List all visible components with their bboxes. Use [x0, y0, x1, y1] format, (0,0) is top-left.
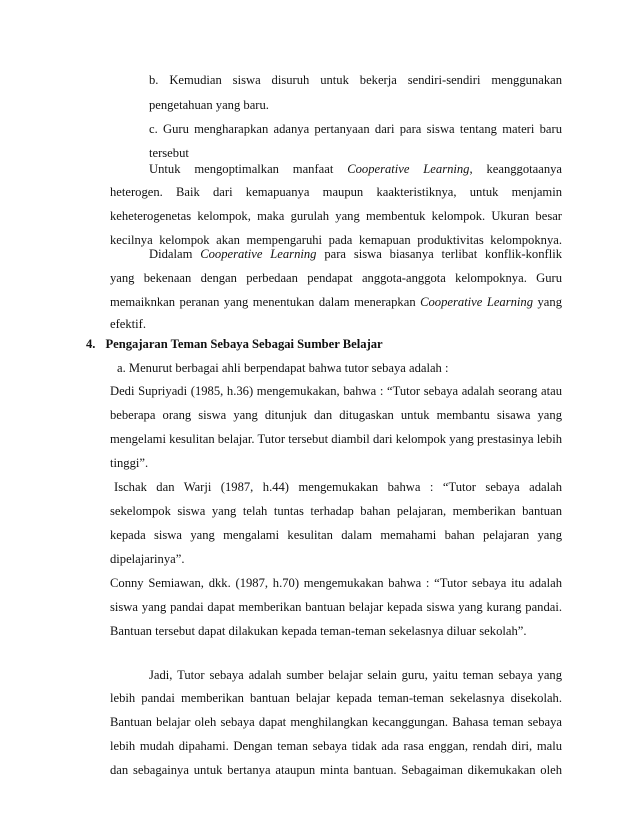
text-line: yang bekenaan dengan perbedaan pendapat anggota-anggota kelompoknya. Guru: [110, 271, 562, 285]
text-line: b. Kemudian siswa disuruh untuk bekerja sendiri-sendiri menggunakan: [149, 73, 562, 87]
text-line: memaiknkan peranan yang menentukan dalam menerapkan Cooperative Learning yang: [110, 295, 562, 309]
text-line: Didalam Cooperative Learning para siswa biasanya terlibat konflik-konflik: [149, 247, 562, 261]
text-line: c. Guru mengharapkan adanya pertanyaan dari para siswa tentang materi baru: [149, 122, 562, 136]
text-line: Dedi Supriyadi (1985, h.36) mengemukakan, bahwa : “Tutor sebaya adalah seorang atau: [110, 384, 562, 398]
text-line: Untuk mengoptimalkan manfaat Cooperative Learning, keanggotaanya: [149, 162, 562, 176]
text-line: keheterogenetas kelompok, maka gurulah yang membentuk kelompok. Ukuran besar: [110, 209, 562, 223]
text-line: Bantuan belajar oleh sebaya dapat menghilangkan kecanggungan. Bahasa teman sebaya: [110, 715, 562, 729]
text-line: mengelami kesulitan belajar. Tutor tersebut diambil dari kelompok yang prestasinya lebih: [110, 432, 562, 446]
section-number: 4.: [86, 337, 96, 351]
text-line: pengetahuan yang baru.: [149, 98, 269, 112]
text-line: tersebut: [149, 146, 189, 160]
text-line: tinggi”.: [110, 456, 149, 470]
text-line: a. Menurut berbagai ahli berpendapat bahwa tutor sebaya adalah :: [117, 361, 449, 375]
text-line: kecilnya kelompok akan mempengaruhi pada kemapuan produktivitas kelompoknya.: [110, 233, 562, 247]
text-line: lebih mudah dipahami. Dengan teman sebaya tidak ada rasa enggan, rendah diri, malu: [110, 739, 562, 753]
text-line: kepada siswa yang mengalami kesulitan dalam memahami bahan pelajaran yang: [110, 528, 562, 542]
text-line: efektif.: [110, 317, 147, 331]
text-line: Conny Semiawan, dkk. (1987, h.70) mengemukakan bahwa : “Tutor sebaya itu adalah: [110, 576, 562, 590]
section-title: Pengajaran Teman Sebaya Sebagai Sumber Belajar: [105, 337, 383, 351]
text-line: Bantuan tersebut dapat dilakukan kepada teman-teman sekelasnya diluar sekolah”.: [110, 624, 527, 638]
text-line: siswa yang pandai dapat memberikan bantuan belajar kepada siswa yang kurang pandai.: [110, 600, 562, 614]
text-line: sekelompok siswa yang telah tuntas terhadap bahan pelajaran, memberikan bantuan: [110, 504, 562, 518]
text-line: beberapa orang siswa yang ditunjuk dan ditugaskan untuk membantu sisawa yang: [110, 408, 562, 422]
text-line: lebih pandai memberikan bantuan belajar kepada teman-teman sekelasnya disekolah.: [110, 691, 562, 705]
text-line: Jadi, Tutor sebaya adalah sumber belajar selain guru, yaitu teman sebaya yang: [149, 668, 562, 682]
text-line: heterogen. Baik dari kemapuanya maupun kaakteristiknya, untuk menjamin: [110, 185, 562, 199]
section-heading: [86, 336, 383, 352]
text-line: dipelajarinya”.: [110, 552, 185, 566]
text-line: dan sebagainya untuk bertanya ataupun minta bantuan. Sebagaiman dikemukakan oleh: [110, 763, 562, 777]
text-line: Ischak dan Warji (1987, h.44) mengemukakan bahwa : “Tutor sebaya adalah: [114, 480, 562, 494]
